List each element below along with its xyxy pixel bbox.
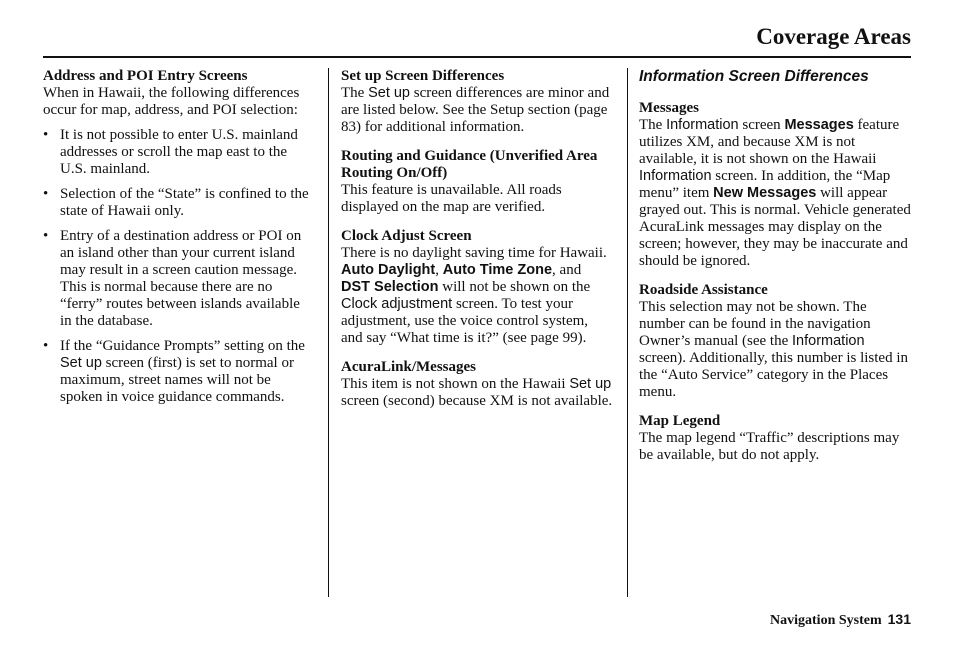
ui-term: Messages <box>784 117 854 133</box>
section-title: Information Screen Differences <box>639 68 869 85</box>
paragraph: This feature is unavailable. All roads displayed on the map are verified. <box>341 182 562 215</box>
header-rule <box>43 56 911 58</box>
paragraph: There is no daylight saving time for Hawaii. Auto Daylight, Auto Time Zone, and DST Selection will not be shown on the Clock adjustment screen. To test your adjustment, use the voice control system, and say “What time is it?” (see page 99). <box>341 245 607 346</box>
list-item: • It is not possible to enter U.S. mainland addresses or scroll the map east to the U.S. mainland. <box>43 127 298 177</box>
section-address-poi <box>43 68 315 406</box>
ui-term: Auto Daylight <box>341 262 436 278</box>
ui-term: Clock adjustment <box>341 296 453 312</box>
paragraph: This item is not shown on the Hawaii Set up screen (second) because XM is not available. <box>341 376 613 409</box>
list-item: • Selection of the “State” is confined to the state of Hawaii only. <box>43 186 309 219</box>
page-number: 131 <box>887 611 911 627</box>
column-3 <box>639 68 911 476</box>
section-messages <box>639 100 911 270</box>
ui-term: New Messages <box>713 185 817 201</box>
section-heading: Set up Screen Differences <box>341 68 505 84</box>
section-acuralink <box>341 359 613 410</box>
paragraph: This selection may not be shown. The number can be found in the navigation Owner’s manual (see the Information screen). Additionally, this number is listed in the “Auto Service” category in the Places menu. <box>639 299 908 400</box>
column-2 <box>341 68 613 422</box>
ui-term: Information <box>639 168 712 184</box>
column-divider <box>627 68 628 597</box>
section-intro: When in Hawaii, the following differences occur for map, address, and POI selection: <box>43 85 300 118</box>
paragraph: The Information screen Messages feature utilizes XM, and because XM is not available, it is not shown on the Hawaii Information screen. In addition, the “Map menu” item New Messages will appear grayed out. This is normal. Vehicle generated AcuraLink messages may display on the screen; however, they may be inaccurate and should be ignored. <box>639 117 911 269</box>
list-item: • Entry of a destination address or POI on an island other than your current island may result in a screen caution message. This is normal because there are no “ferry” routes between islands available in the database. <box>43 228 302 329</box>
section-routing-guidance <box>341 148 613 216</box>
page-footer <box>770 611 911 629</box>
ui-term: DST Selection <box>341 279 439 295</box>
bullet-icon: • <box>43 228 49 244</box>
footer-label: Navigation System <box>770 613 882 628</box>
section-roadside <box>639 282 911 401</box>
section-heading: Messages <box>639 100 699 116</box>
paragraph: The Set up screen differences are minor and are listed below. See the Setup section (page 83) for additional information. <box>341 85 610 135</box>
ui-term: Information <box>792 333 865 349</box>
section-heading: Map Legend <box>639 413 721 429</box>
ui-term: Auto Time Zone <box>442 262 553 278</box>
ui-term: Set up <box>60 355 102 371</box>
ui-term: Information <box>666 117 739 133</box>
section-clock-adjust <box>341 228 613 347</box>
section-heading: Roadside Assistance <box>639 282 768 298</box>
section-map-legend <box>639 413 911 464</box>
page-title: Coverage Areas <box>756 24 911 49</box>
bullet-icon: • <box>43 186 49 202</box>
bullet-icon: • <box>43 127 49 143</box>
section-heading: Routing and Guidance (Unverified Area Routing On/Off) <box>341 148 598 181</box>
ui-term: Set up <box>569 376 612 392</box>
paragraph: The map legend “Traffic” descriptions may be available, but do not apply. <box>639 430 900 463</box>
section-heading: Clock Adjust Screen <box>341 228 472 244</box>
ui-term: Set up <box>368 85 410 101</box>
section-heading: AcuraLink/Messages <box>341 359 476 375</box>
section-heading: Address and POI Entry Screens <box>43 68 248 84</box>
bullet-list <box>43 127 315 406</box>
list-item: • If the “Guidance Prompts” setting on the Set up screen (first) is set to normal or maximum, street names will not be spoken in voice guidance commands. <box>43 338 305 405</box>
column-1 <box>43 68 315 418</box>
section-setup-differences <box>341 68 613 136</box>
bullet-icon: • <box>43 338 49 354</box>
column-divider <box>328 68 329 597</box>
